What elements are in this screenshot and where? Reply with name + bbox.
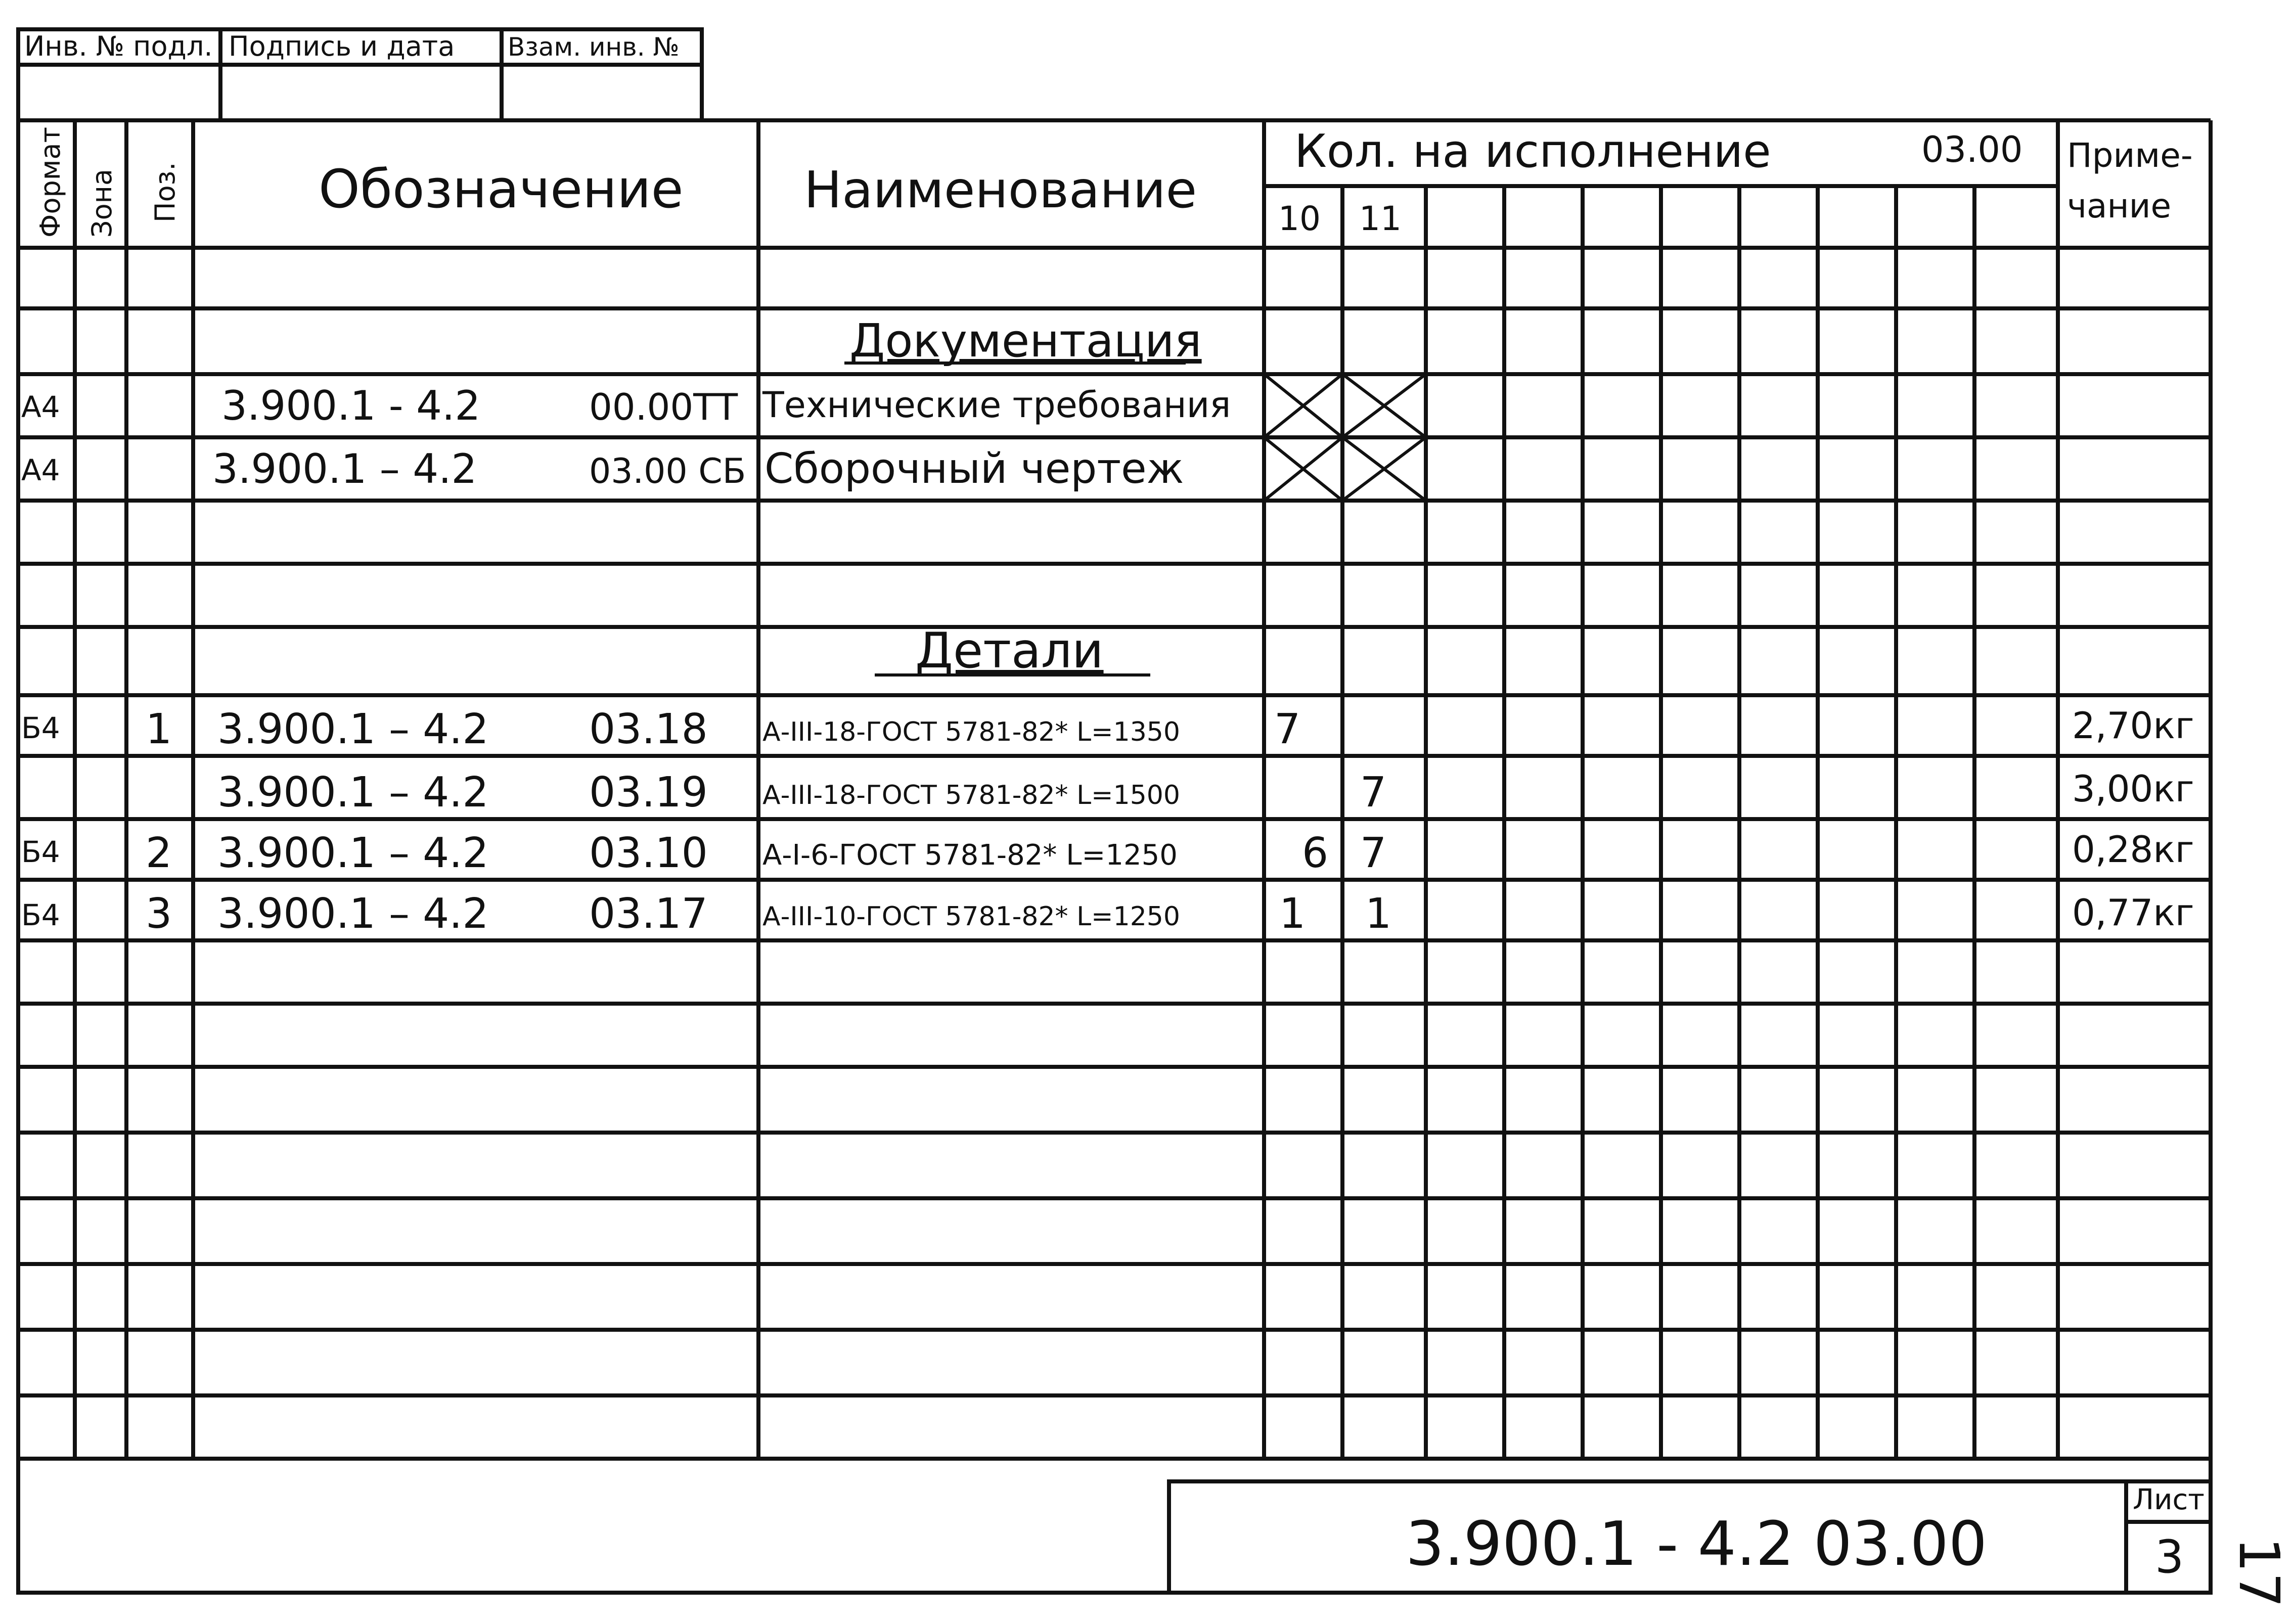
row-name: Технические требования	[762, 384, 1231, 426]
row-designation: 3.900.1 – 4.2	[217, 769, 489, 817]
data-rows	[21, 382, 2194, 938]
row-designation: 3.900.1 - 4.2	[221, 382, 481, 429]
header-format: Формат	[34, 126, 66, 238]
row-poz: 1	[146, 705, 172, 753]
title-block	[1406, 1483, 2205, 1584]
header-primech-2: чание	[2067, 187, 2172, 225]
archive-stamp	[18, 29, 702, 120]
sheet-number: 3	[2155, 1530, 2184, 1584]
row-name: А-III-18-ГОСТ 5781-82* L=1500	[762, 780, 1180, 810]
row-qty-10: 7	[1274, 705, 1301, 753]
row-format: Б4	[21, 711, 60, 745]
section-documentation: Документация	[849, 314, 1202, 368]
row-qty-10: 6	[1302, 829, 1329, 877]
table-row	[21, 445, 1184, 493]
header-primech-1: Приме-	[2067, 136, 2193, 175]
section-details: Детали	[915, 622, 1104, 679]
row-name: А-III-10-ГОСТ 5781-82* L=1250	[762, 901, 1180, 932]
row-format: Б4	[21, 835, 60, 869]
row-note: 3,00кг	[2072, 768, 2194, 810]
row-qty-11: 7	[1360, 829, 1387, 877]
row-format: А4	[21, 390, 60, 424]
row-designation: 3.900.1 – 4.2	[217, 705, 489, 753]
row-designation: 3.900.1 – 4.2	[217, 829, 489, 877]
row-format: Б4	[21, 898, 60, 932]
row-format: А4	[21, 453, 60, 487]
header-kol: Кол. на исполнение	[1294, 125, 1771, 178]
header-kol-code: 03.00	[1921, 129, 2023, 170]
row-code: 03.19	[589, 769, 708, 817]
table-row	[21, 890, 2194, 938]
row-poz: 3	[146, 890, 172, 938]
margin-page-number: 17	[2227, 1537, 2291, 1608]
table-row	[21, 828, 2194, 877]
stamp-vzam: Взам. инв. №	[508, 32, 680, 62]
row-qty-11: 1	[1365, 890, 1392, 938]
header-naimenovanie: Наименование	[804, 160, 1197, 219]
table-header	[34, 125, 2193, 238]
row-name: А-I-6-ГОСТ 5781-82* L=1250	[762, 839, 1178, 872]
row-code: 00.00ТТ	[589, 386, 738, 428]
row-designation: 3.900.1 – 4.2	[212, 445, 477, 492]
row-note: 2,70кг	[2072, 704, 2194, 747]
header-zona: Зона	[86, 168, 118, 238]
stamp-inv-podl: Инв. № подл.	[24, 30, 213, 62]
row-poz: 2	[146, 829, 172, 877]
row-code: 03.18	[589, 705, 708, 753]
header-variant-10: 10	[1278, 199, 1321, 238]
title-designation: 3.900.1 - 4.2 03.00	[1406, 1509, 1988, 1580]
table-row	[21, 704, 2194, 753]
header-variant-11: 11	[1359, 199, 1402, 238]
sheet-label: Лист	[2133, 1483, 2205, 1516]
stamp-podpis: Подпись и дата	[229, 30, 455, 62]
row-code: 03.00 СБ	[589, 452, 746, 491]
header-poz: Поз.	[149, 162, 181, 222]
row-code: 03.17	[589, 890, 708, 938]
row-code: 03.10	[589, 829, 708, 877]
row-name: А-III-18-ГОСТ 5781-82* L=1350	[762, 717, 1180, 747]
row-note: 0,77кг	[2072, 891, 2194, 934]
row-name: Сборочный чертеж	[765, 445, 1184, 493]
header-oboznachenie: Обозначение	[319, 158, 684, 220]
row-designation: 3.900.1 – 4.2	[217, 890, 489, 938]
table-row	[21, 382, 1231, 429]
row-qty-11: 7	[1360, 769, 1387, 817]
row-qty-10: 1	[1279, 890, 1306, 938]
row-note: 0,28кг	[2072, 828, 2194, 871]
